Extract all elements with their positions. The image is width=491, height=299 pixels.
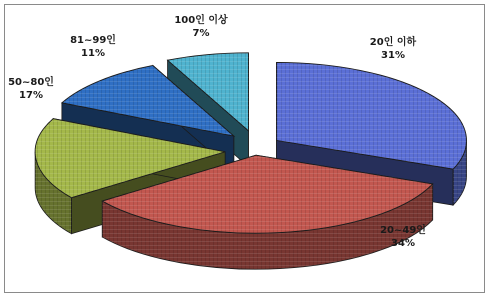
- data-label-value: 7%: [192, 28, 210, 39]
- pie-chart: [5, 5, 486, 294]
- data-label-20: [370, 35, 417, 61]
- data-label-value: 31%: [381, 50, 405, 61]
- data-label-category: 20~49인: [380, 225, 426, 236]
- data-label-81-99: [70, 33, 116, 59]
- data-label-100: [174, 13, 228, 39]
- data-label-category: 20인 이하: [369, 37, 417, 48]
- chart-frame: [4, 4, 485, 293]
- data-label-value: 34%: [391, 238, 415, 249]
- data-label-category: 81~99인: [70, 35, 116, 46]
- data-label-category: 100인 이상: [174, 15, 228, 26]
- data-label-value: 11%: [81, 48, 105, 59]
- data-label-category: 50~80인: [8, 77, 54, 88]
- data-label-50-80: [8, 75, 54, 101]
- data-label-value: 17%: [19, 90, 43, 101]
- pie-slices: [35, 53, 466, 269]
